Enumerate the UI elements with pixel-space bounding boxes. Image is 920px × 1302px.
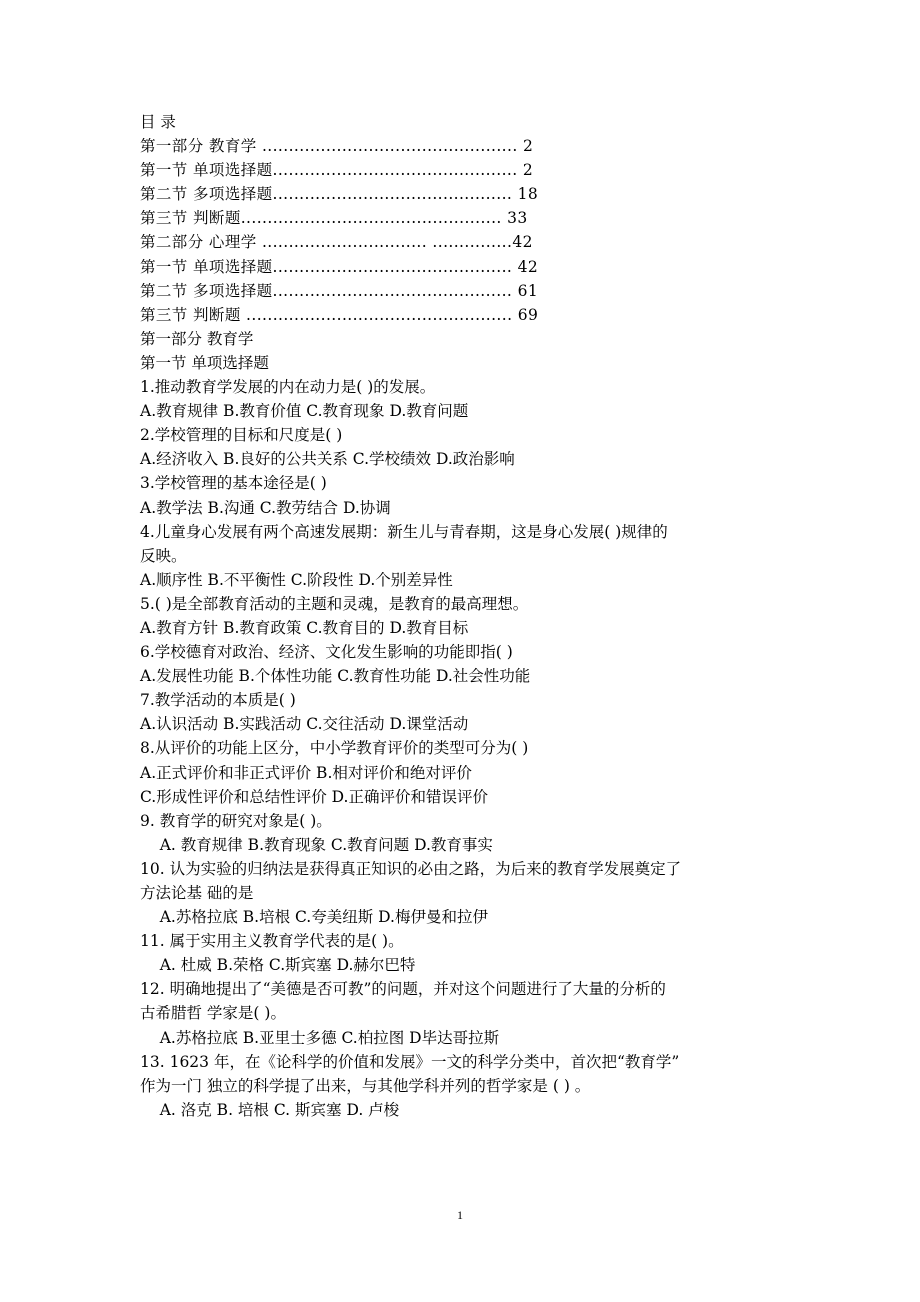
- question-line: 10. 认为实验的归纳法是获得真正知识的必由之路，为后来的教育学发展奠定了: [140, 859, 682, 878]
- question-line: A.教育规律 B.教育价值 C.教育现象 D.教育问题: [140, 402, 469, 421]
- chapter-heading: 第一节 单项选择题: [140, 353, 269, 372]
- toc-entry[interactable]: 第一节 单项选择题............................................. 42: [140, 257, 539, 276]
- question-line: 12. 明确地提出了“美德是否可教”的问题，并对这个问题进行了大量的分析的: [140, 980, 666, 999]
- question-line: A. 洛克 B. 培根 C. 斯宾塞 D. 卢梭: [140, 1100, 400, 1119]
- question-line: A.顺序性 B.不平衡性 C.阶段性 D.个别差异性: [140, 570, 453, 589]
- question-line: 方法论基 础的是: [140, 884, 254, 902]
- question-line: A.苏格拉底 B.培根 C.夸美纽斯 D.梅伊曼和拉伊: [140, 908, 488, 927]
- question-line: 4.儿童身心发展有两个高速发展期：新生儿与青春期，这是身心发展( )规律的: [140, 522, 668, 541]
- question-line: A.认识活动 B.实践活动 C.交往活动 D.课堂活动: [140, 715, 469, 734]
- page-number: 1: [457, 1208, 463, 1222]
- question-line: 古希腊哲 学家是( )。: [140, 1004, 286, 1023]
- toc-entry[interactable]: 第二部分 心理学 ............................... ...............42: [140, 233, 533, 252]
- part-heading: 第一部分 教育学: [140, 329, 254, 348]
- toc-entry[interactable]: 第二节 多项选择题............................................. 18: [140, 185, 539, 204]
- toc-entry[interactable]: 第二节 多项选择题............................................. 61: [140, 281, 539, 300]
- question-line: 7.教学活动的本质是( ): [140, 691, 296, 710]
- question-line: 3.学校管理的基本途径是( ): [140, 474, 327, 493]
- question-line: A.正式评价和非正式评价 B.相对评价和绝对评价: [140, 763, 472, 782]
- question-line: A.发展性功能 B.个体性功能 C.教育性功能 D.社会性功能: [140, 667, 531, 686]
- toc-title: 目 录: [140, 113, 176, 131]
- question-line: 1.推动教育学发展的内在动力是( )的发展。: [140, 378, 436, 397]
- question-line: 5.( )是全部教育活动的主题和灵魂，是教育的最高理想。: [140, 594, 529, 613]
- question-line: A. 教育规律 B.教育现象 C.教育问题 D.教育事实: [140, 835, 493, 854]
- question-line: 13. 1623 年，在《论科学的价值和发展》一文的科学分类中，首次把“教育学”: [140, 1052, 680, 1071]
- toc-entry[interactable]: 第一部分 教育学 ................................................ 2: [140, 137, 534, 156]
- question-line: 2.学校管理的目标和尺度是( ): [140, 426, 343, 445]
- question-line: A.经济收入 B.良好的公共关系 C.学校绩效 D.政治影响: [140, 450, 515, 469]
- question-line: 11. 属于实用主义教育学代表的是( )。: [140, 932, 404, 951]
- question-line: A.苏格拉底 B.亚里士多德 C.柏拉图 D毕达哥拉斯: [140, 1028, 500, 1047]
- question-line: 6.学校德育对政治、经济、文化发生影响的功能即指( ): [140, 643, 513, 662]
- toc-entry[interactable]: 第三节 判断题................................................. 33: [140, 209, 528, 228]
- question-line: A. 杜威 B.荣格 C.斯宾塞 D.赫尔巴特: [140, 956, 416, 975]
- document-body: [140, 110, 800, 1122]
- question-line: C.形成性评价和总结性评价 D.正确评价和错误评价: [140, 787, 488, 806]
- question-line: 反映。: [140, 546, 187, 565]
- toc-entry[interactable]: 第一节 单项选择题.............................................. 2: [140, 161, 534, 180]
- toc-entry[interactable]: 第三节 判断题 .................................................. 69: [140, 305, 539, 324]
- question-line: 8.从评价的功能上区分，中小学教育评价的类型可分为( ): [140, 739, 529, 758]
- question-line: 作为一门 独立的科学提了出来，与其他学科并列的哲学家是 ( ) 。: [140, 1076, 591, 1095]
- question-line: A.教学法 B.沟通 C.教劳结合 D.协调: [140, 498, 391, 517]
- question-line: A.教育方针 B.教育政策 C.教育目的 D.教育目标: [140, 618, 469, 637]
- question-line: 9. 教育学的研究对象是( )。: [140, 811, 332, 830]
